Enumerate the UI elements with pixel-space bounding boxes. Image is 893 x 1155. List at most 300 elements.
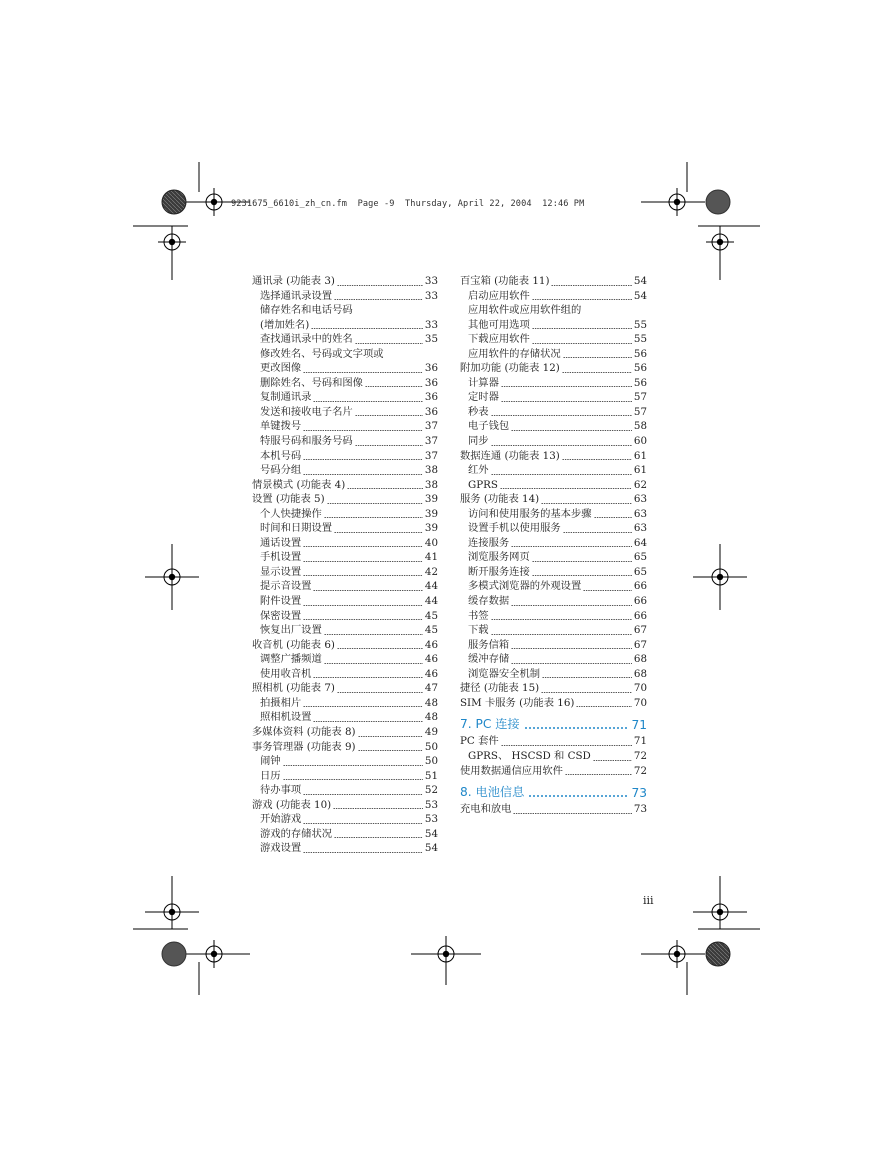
dot-leader <box>365 386 423 387</box>
toc-entry <box>460 594 647 609</box>
toc-entry <box>460 405 647 420</box>
toc-entry-title: 使用收音机 <box>260 667 312 680</box>
toc-entry-page: 58 <box>633 420 647 433</box>
toc-entry-page: 65 <box>633 551 647 564</box>
toc-entry-title: 待办事项 <box>260 784 302 797</box>
toc-entry <box>460 376 647 391</box>
toc-entry <box>252 812 438 827</box>
toc-entry <box>252 667 438 682</box>
toc-entry-title: 查找通讯录中的姓名 <box>260 333 353 346</box>
toc-entry-title: 储存姓名和电话号码 <box>260 304 353 317</box>
dot-leader <box>541 503 632 504</box>
toc-entry <box>460 492 647 507</box>
dot-leader <box>303 852 423 853</box>
dot-leader <box>334 299 423 300</box>
toc-entry-page: 56 <box>633 347 647 360</box>
dot-leader <box>347 488 423 489</box>
toc-entry-page: 64 <box>633 536 647 549</box>
toc-entry <box>460 565 647 580</box>
toc-entry <box>252 449 438 464</box>
toc-entry <box>252 419 438 434</box>
toc-entry <box>460 289 647 304</box>
toc-entry-page: 36 <box>424 362 438 375</box>
toc-entry-title: (增加姓名) <box>260 318 310 331</box>
section-heading-pc-connection <box>460 715 647 732</box>
toc-entry-title: 手机设置 <box>260 551 302 564</box>
toc-entry-page: 56 <box>633 376 647 389</box>
dot-leader <box>303 605 423 606</box>
toc-entry-page: 45 <box>424 624 438 637</box>
dot-leader <box>542 677 632 678</box>
toc-entry-page: 54 <box>424 842 438 855</box>
dot-leader <box>511 663 632 664</box>
toc-entry <box>252 303 438 318</box>
toc-entry <box>252 696 438 711</box>
toc-entry <box>460 434 647 449</box>
toc-entry-title: 应用软件或应用软件组的 <box>468 304 582 317</box>
toc-entry-title: 缓冲存储 <box>468 653 510 666</box>
toc-entry-page: 35 <box>424 333 438 346</box>
toc-entry-title: 访问和使用服务的基本步骤 <box>468 507 592 520</box>
toc-entry <box>460 347 647 362</box>
toc-entry-page: 72 <box>633 764 647 777</box>
dot-leader <box>303 794 423 795</box>
toc-entry <box>252 783 438 798</box>
toc-entry <box>252 725 438 740</box>
dot-leader <box>337 285 423 286</box>
toc-entry-page: 62 <box>633 478 647 491</box>
dot-leader <box>563 357 632 358</box>
toc-entry-title: 书签 <box>468 609 489 622</box>
toc-entry <box>460 332 647 347</box>
print-header: 9231675_6610i_zh_cn.fm Page -9 Thursday, April 22, 2004 12:46 PM <box>231 199 585 209</box>
toc-entry <box>252 507 438 522</box>
toc-entry <box>252 609 438 624</box>
toc-entry <box>460 696 647 711</box>
toc-entry <box>252 274 438 289</box>
toc-entry-page: 33 <box>424 275 438 287</box>
dot-leader <box>532 343 632 344</box>
toc-entry-page: 45 <box>424 609 438 622</box>
toc-entry-title: 号码分组 <box>260 464 302 477</box>
dot-leader <box>313 721 422 722</box>
toc-entry-page: 54 <box>424 827 438 840</box>
toc-entry-title: 连接服务 <box>468 536 510 549</box>
toc-entry-title: 断开服务连接 <box>468 565 530 578</box>
toc-entry-title: 修改姓名、号码或文字项或 <box>260 347 384 360</box>
dot-leader <box>303 459 423 460</box>
toc-entry-title: GPRS、 HSCSD 和 CSD <box>468 749 591 762</box>
toc-entry-title: 多模式浏览器的外观设置 <box>468 580 582 593</box>
toc-entry-page: 55 <box>633 333 647 346</box>
dot-leader <box>303 706 423 707</box>
dot-leader <box>337 648 423 649</box>
toc-entry-page: 56 <box>633 362 647 375</box>
toc-entry-page: 66 <box>633 580 647 593</box>
dot-leader <box>324 663 423 664</box>
dot-leader <box>334 532 423 533</box>
toc-entry-title: 时间和日期设置 <box>260 522 333 535</box>
toc-entry-title: 保密设置 <box>260 609 302 622</box>
dot-leader <box>594 517 632 518</box>
toc-entry <box>460 463 647 478</box>
toc-entry-title: 百宝箱 (功能表 11) <box>460 275 550 287</box>
toc-entry-title: 事务管理器 (功能表 9) <box>252 740 356 753</box>
toc-entry-title: 服务 (功能表 14) <box>460 493 540 506</box>
toc-entry <box>460 419 647 434</box>
toc-entry-title: GPRS <box>468 478 498 491</box>
toc-entry <box>252 318 438 333</box>
toc-entry-page: 44 <box>424 580 438 593</box>
toc-entry-title: 收音机 (功能表 6) <box>252 638 335 651</box>
toc-entry-title: 附加功能 (功能表 12) <box>460 362 560 375</box>
toc-entry <box>460 609 647 624</box>
dot-leader <box>511 430 632 431</box>
dot-leader <box>511 648 632 649</box>
toc-entry-title: 游戏的存储状况 <box>260 827 333 840</box>
toc-entry-title: 单键拨号 <box>260 420 302 433</box>
toc-entry-page: 53 <box>424 813 438 826</box>
toc-entry <box>460 638 647 653</box>
toc-entry-title: 下载 <box>468 624 489 637</box>
toc-entry-title: 应用软件的存储状况 <box>468 347 561 360</box>
dot-leader <box>324 517 423 518</box>
dot-leader <box>563 532 632 533</box>
toc-right-column <box>460 274 647 817</box>
toc-entry <box>460 667 647 682</box>
toc-entry-title: 启动应用软件 <box>468 289 530 302</box>
toc-entry-page: 53 <box>424 798 438 811</box>
toc-entry <box>252 652 438 667</box>
dot-leader <box>501 745 632 746</box>
dot-leader <box>576 706 631 707</box>
toc-entry-page: 40 <box>424 536 438 549</box>
dot-leader <box>500 488 632 489</box>
toc-entry-page: 37 <box>424 435 438 448</box>
dot-leader <box>313 590 422 591</box>
toc-entry <box>252 681 438 696</box>
toc-entry <box>252 579 438 594</box>
toc-entry-title: 删除姓名、号码和图像 <box>260 376 363 389</box>
dot-leader <box>528 795 628 797</box>
dot-leader <box>355 343 423 344</box>
toc-entry-title: 下载应用软件 <box>468 333 530 346</box>
toc-entry-page: 57 <box>633 391 647 404</box>
toc-entry-title: 照相机设置 <box>260 711 312 724</box>
toc-entry-title: 捷径 (功能表 15) <box>460 682 540 695</box>
dot-leader <box>324 634 423 635</box>
toc-entry <box>252 536 438 551</box>
toc-entry-title: 发送和接收电子名片 <box>260 405 353 418</box>
toc-entry-page: 67 <box>633 638 647 651</box>
toc-entry <box>252 594 438 609</box>
dot-leader <box>303 575 423 576</box>
toc-entry-page: 60 <box>633 435 647 448</box>
dot-leader <box>358 750 423 751</box>
dot-leader <box>511 605 632 606</box>
dot-leader <box>501 401 632 402</box>
toc-entry-page: 37 <box>424 449 438 462</box>
toc-entry-title: 开始游戏 <box>260 813 302 826</box>
toc-entry-page: 67 <box>633 624 647 637</box>
dot-leader <box>541 692 632 693</box>
section-page: 71 <box>631 718 647 733</box>
toc-entry-title: 定时器 <box>468 391 499 404</box>
toc-entry <box>252 710 438 725</box>
dot-leader <box>583 590 632 591</box>
toc-entry-page: 33 <box>424 318 438 331</box>
toc-entry-page: 65 <box>633 565 647 578</box>
toc-entry-page: 66 <box>633 609 647 622</box>
toc-entry <box>460 449 647 464</box>
toc-entry <box>460 303 647 318</box>
toc-entry-page: 61 <box>633 449 647 462</box>
dot-leader <box>532 575 632 576</box>
toc-entry-title: 照相机 (功能表 7) <box>252 682 335 695</box>
toc-entry-page: 46 <box>424 667 438 680</box>
toc-entry-title: 拍摄相片 <box>260 696 302 709</box>
toc-entry-page: 61 <box>633 464 647 477</box>
toc-entry <box>252 841 438 856</box>
toc-entry-title: 缓存数据 <box>468 595 510 608</box>
toc-entry <box>252 332 438 347</box>
toc-entry <box>252 492 438 507</box>
dot-leader <box>313 677 422 678</box>
toc-entry-page: 46 <box>424 653 438 666</box>
toc-entry-page: 52 <box>424 784 438 797</box>
dot-leader <box>303 430 423 431</box>
toc-entry-title: 其他可用选项 <box>468 318 530 331</box>
dot-leader <box>327 503 423 504</box>
toc-entry <box>252 521 438 536</box>
toc-entry-title: 浏览服务网页 <box>468 551 530 564</box>
dot-leader <box>303 372 423 373</box>
toc-entry <box>252 565 438 580</box>
dot-leader <box>283 765 423 766</box>
toc-entry-page: 36 <box>424 376 438 389</box>
toc-entry-page: 49 <box>424 725 438 738</box>
toc-entry-title: 秒表 <box>468 405 489 418</box>
toc-entry-page: 47 <box>424 682 438 695</box>
dot-leader <box>491 474 632 475</box>
dot-leader <box>551 285 631 286</box>
toc-entry-page: 54 <box>633 289 647 302</box>
toc-entry-title: 计算器 <box>468 376 499 389</box>
toc-entry-title: 数据连通 (功能表 13) <box>460 449 560 462</box>
toc-entry-page: 55 <box>633 318 647 331</box>
toc-entry-title: 设置 (功能表 5) <box>252 493 325 506</box>
toc-entry <box>460 318 647 333</box>
toc-entry-page: 66 <box>633 595 647 608</box>
toc-entry <box>252 390 438 405</box>
toc-entry <box>252 478 438 493</box>
dot-leader <box>532 328 632 329</box>
toc-entry <box>252 289 438 304</box>
toc-entry-page: 46 <box>424 638 438 651</box>
dot-leader <box>313 401 422 402</box>
dot-leader <box>562 372 632 373</box>
toc-entry <box>460 478 647 493</box>
dot-leader <box>593 760 632 761</box>
toc-entry-title: 通讯录 (功能表 3) <box>252 275 335 287</box>
toc-entry-title: 复制通讯录 <box>260 391 312 404</box>
page-number: iii <box>643 894 654 907</box>
toc-entry-title: 闹钟 <box>260 755 281 768</box>
toc-entry-title: 游戏 (功能表 10) <box>252 798 332 811</box>
toc-entry-page: 33 <box>424 289 438 302</box>
toc-entry-page: 50 <box>424 755 438 768</box>
toc-entry <box>460 623 647 638</box>
dot-leader <box>513 813 631 814</box>
dot-leader <box>358 736 423 737</box>
toc-entry-page: 68 <box>633 667 647 680</box>
toc-entry-page: 48 <box>424 711 438 724</box>
toc-entry-page: 72 <box>633 749 647 762</box>
toc-entry <box>252 740 438 755</box>
section-page: 73 <box>631 786 647 801</box>
dot-leader <box>562 459 632 460</box>
toc-entry-page: 48 <box>424 696 438 709</box>
toc-entry-title: 红外 <box>468 464 489 477</box>
toc-entry <box>252 638 438 653</box>
dot-leader <box>491 415 632 416</box>
toc-entry-title: 提示音设置 <box>260 580 312 593</box>
toc-entry-page: 37 <box>424 420 438 433</box>
toc-entry <box>460 764 647 779</box>
toc-entry <box>252 798 438 813</box>
dot-leader <box>511 546 632 547</box>
toc-entry-page: 39 <box>424 522 438 535</box>
toc-entry <box>252 769 438 784</box>
toc-entry-title: 浏览器安全机制 <box>468 667 541 680</box>
toc-entry-title: SIM 卡服务 (功能表 16) <box>460 696 575 709</box>
toc-entry-title: 更改图像 <box>260 362 302 375</box>
toc-entry <box>252 623 438 638</box>
dot-leader <box>355 415 423 416</box>
toc-entry <box>460 274 647 289</box>
toc-entry <box>460 361 647 376</box>
toc-entry-page: 63 <box>633 493 647 506</box>
toc-entry-title: 选择通讯录设置 <box>260 289 333 302</box>
toc-entry <box>252 376 438 391</box>
toc-entry-title: 充电和放电 <box>460 803 512 816</box>
toc-entry-page: 63 <box>633 507 647 520</box>
dot-leader <box>303 474 423 475</box>
toc-entry-page: 42 <box>424 565 438 578</box>
dot-leader <box>337 692 423 693</box>
toc-entry <box>460 802 647 817</box>
toc-entry-title: 显示设置 <box>260 565 302 578</box>
toc-entry-page: 54 <box>633 275 647 287</box>
toc-entry-page: 39 <box>424 507 438 520</box>
toc-entry-title: 个人快捷操作 <box>260 507 322 520</box>
toc-entry <box>460 652 647 667</box>
dot-leader <box>303 546 423 547</box>
toc-entry-page: 71 <box>633 735 647 748</box>
toc-entry-title: 附件设置 <box>260 595 302 608</box>
dot-leader <box>303 561 423 562</box>
toc-entry-title: 通话设置 <box>260 536 302 549</box>
toc-entry-page: 63 <box>633 522 647 535</box>
dot-leader <box>283 779 423 780</box>
toc-entry <box>252 434 438 449</box>
toc-entry-page: 57 <box>633 405 647 418</box>
toc-entry-page: 70 <box>633 696 647 709</box>
toc-entry-title: 情景模式 (功能表 4) <box>252 478 346 491</box>
toc-entry-title: 本机号码 <box>260 449 302 462</box>
toc-entry <box>460 507 647 522</box>
toc-entry-page: 38 <box>424 464 438 477</box>
section-heading-battery-info <box>460 783 647 800</box>
toc-entry-title: 调整广播频道 <box>260 653 322 666</box>
section-title: 7. PC 连接 <box>460 717 520 732</box>
toc-entry <box>252 550 438 565</box>
dot-leader <box>532 299 632 300</box>
toc-entry-page: 50 <box>424 740 438 753</box>
dot-leader <box>334 837 423 838</box>
toc-left-column <box>252 274 438 856</box>
dot-leader <box>491 445 632 446</box>
dot-leader <box>333 808 423 809</box>
toc-entry-title: 恢复出厂设置 <box>260 624 322 637</box>
toc-entry-page: 44 <box>424 595 438 608</box>
toc-entry <box>460 536 647 551</box>
toc-entry-page: 39 <box>424 493 438 506</box>
toc-entry-title: 电子钱包 <box>468 420 510 433</box>
dot-leader <box>491 619 632 620</box>
toc-entry <box>252 347 438 362</box>
toc-entry <box>252 463 438 478</box>
toc-entry-title: 多媒体资料 (功能表 8) <box>252 725 356 738</box>
toc-entry-page: 38 <box>424 478 438 491</box>
toc-entry <box>252 754 438 769</box>
toc-entry-title: 服务信箱 <box>468 638 510 651</box>
toc-entry-page: 68 <box>633 653 647 666</box>
toc-entry-title: 设置手机以使用服务 <box>468 522 561 535</box>
dot-leader <box>565 774 632 775</box>
dot-leader <box>355 445 423 446</box>
toc-entry-title: 日历 <box>260 769 281 782</box>
dot-leader <box>501 386 632 387</box>
toc-entry-title: 同步 <box>468 435 489 448</box>
toc-entry <box>460 521 647 536</box>
toc-entry <box>460 734 647 749</box>
toc-entry-page: 41 <box>424 551 438 564</box>
toc-entry-page: 36 <box>424 405 438 418</box>
toc-entry <box>460 681 647 696</box>
toc-entry <box>252 827 438 842</box>
toc-entry-page: 73 <box>633 803 647 816</box>
toc-entry <box>460 550 647 565</box>
toc-entry-page: 70 <box>633 682 647 695</box>
toc-entry <box>460 749 647 764</box>
toc-entry-page: 36 <box>424 391 438 404</box>
section-title: 8. 电池信息 <box>460 785 525 800</box>
toc-entry <box>460 390 647 405</box>
toc-entry <box>252 405 438 420</box>
toc-entry-title: 使用数据通信应用软件 <box>460 764 563 777</box>
dot-leader <box>524 727 629 729</box>
toc-entry <box>460 579 647 594</box>
toc-entry-title: 特服号码和服务号码 <box>260 435 353 448</box>
dot-leader <box>491 634 632 635</box>
dot-leader <box>303 619 423 620</box>
toc-entry <box>252 361 438 376</box>
dot-leader <box>303 823 423 824</box>
dot-leader <box>311 328 423 329</box>
toc-entry-title: 游戏设置 <box>260 842 302 855</box>
toc-entry-title: PC 套件 <box>460 735 499 748</box>
